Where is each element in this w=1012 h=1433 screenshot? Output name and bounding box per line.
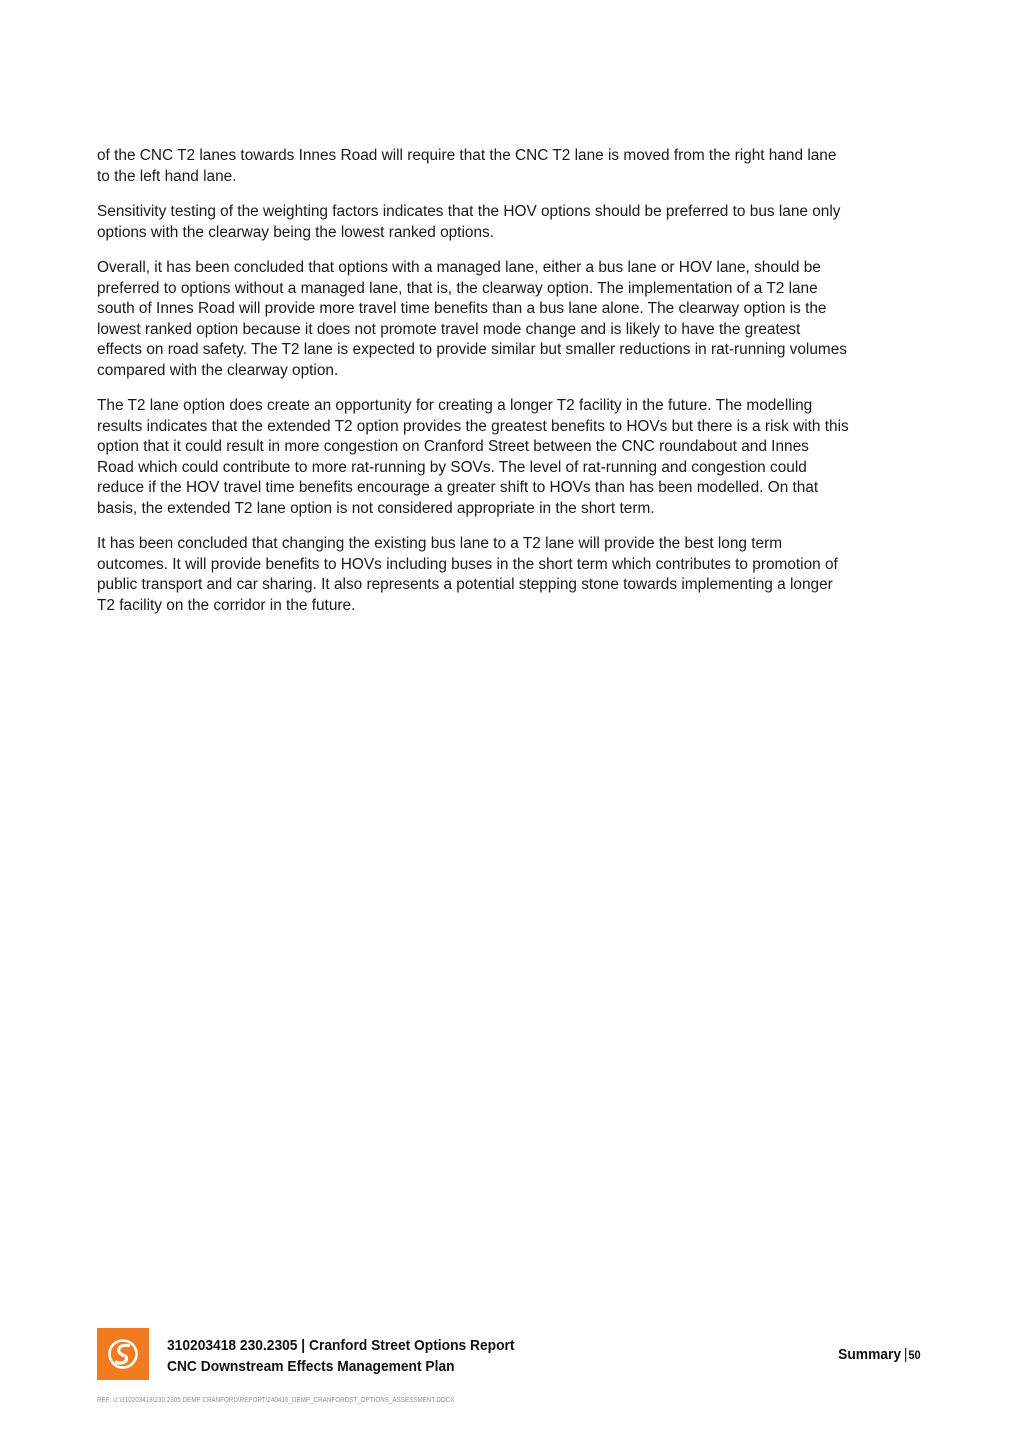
document-body	[97, 146, 933, 631]
page-number: 50	[908, 1348, 921, 1362]
logo-mark-icon	[97, 1328, 149, 1380]
page-footer	[97, 1328, 933, 1380]
footer-report-title: 310203418 230.2305 | Cranford Street Options Report	[167, 1337, 515, 1354]
stantec-logo-icon	[97, 1328, 149, 1380]
footer-plan-title: CNC Downstream Effects Management Plan	[167, 1358, 455, 1375]
paragraph: The T2 lane option does create an opportunity for creating a longer T2 facility in the future. The modelling results indicates that the extended T2 option provides the greatest benefits to HOVs but there is a risk with this option that it could result in more congestion on Cranford Street between the CNC roundabout and Innes Road which could contribute to more rat-running by SOVs. The level of rat-running and congestion could reduce if the HOV travel time benefits encourage a greater shift to HOVs than has been modelled. On that basis, the extended T2 lane option is not considered appropriate in the short term.	[97, 397, 849, 517]
paragraph: of the CNC T2 lanes towards Innes Road will require that the CNC T2 lane is moved from the right hand lane to the left hand lane.	[97, 147, 837, 185]
paragraph: Sensitivity testing of the weighting factors indicates that the HOV options should be preferred to bus lane only options with the clearway being the lowest ranked options.	[97, 203, 841, 241]
section-separator: |	[904, 1346, 908, 1363]
footer-section	[839, 1346, 921, 1363]
file-reference: REF: U:\310203418\230.2305 DEMP CRANFORD\REPORT\240416_DEMP_CRANFORDST_OPTIONS_ASSESSMENT.DOCX	[97, 1395, 455, 1404]
paragraph: Overall, it has been concluded that options with a managed lane, either a bus lane or HOV lane, should be preferred to options without a managed lane, that is, the clearway option. The implementation of a T2 lane south of Innes Road will provide more travel time benefits than a bus lane alone. The clearway option is the lowest ranked option because it does not promote travel mode change and is likely to have the greatest effects on road safety. The T2 lane is expected to provide similar but smaller reductions in rat-running volumes compared with the clearway option.	[97, 259, 847, 379]
footer-title	[167, 1335, 514, 1377]
paragraph: It has been concluded that changing the existing bus lane to a T2 lane will provide the best long term outcomes. It will provide benefits to HOVs including buses in the short term which contributes to promotion of public transport and car sharing. It also represents a potential stepping stone towards implementing a longer T2 facility on the corridor in the future.	[97, 535, 838, 614]
section-name: Summary	[838, 1346, 902, 1363]
